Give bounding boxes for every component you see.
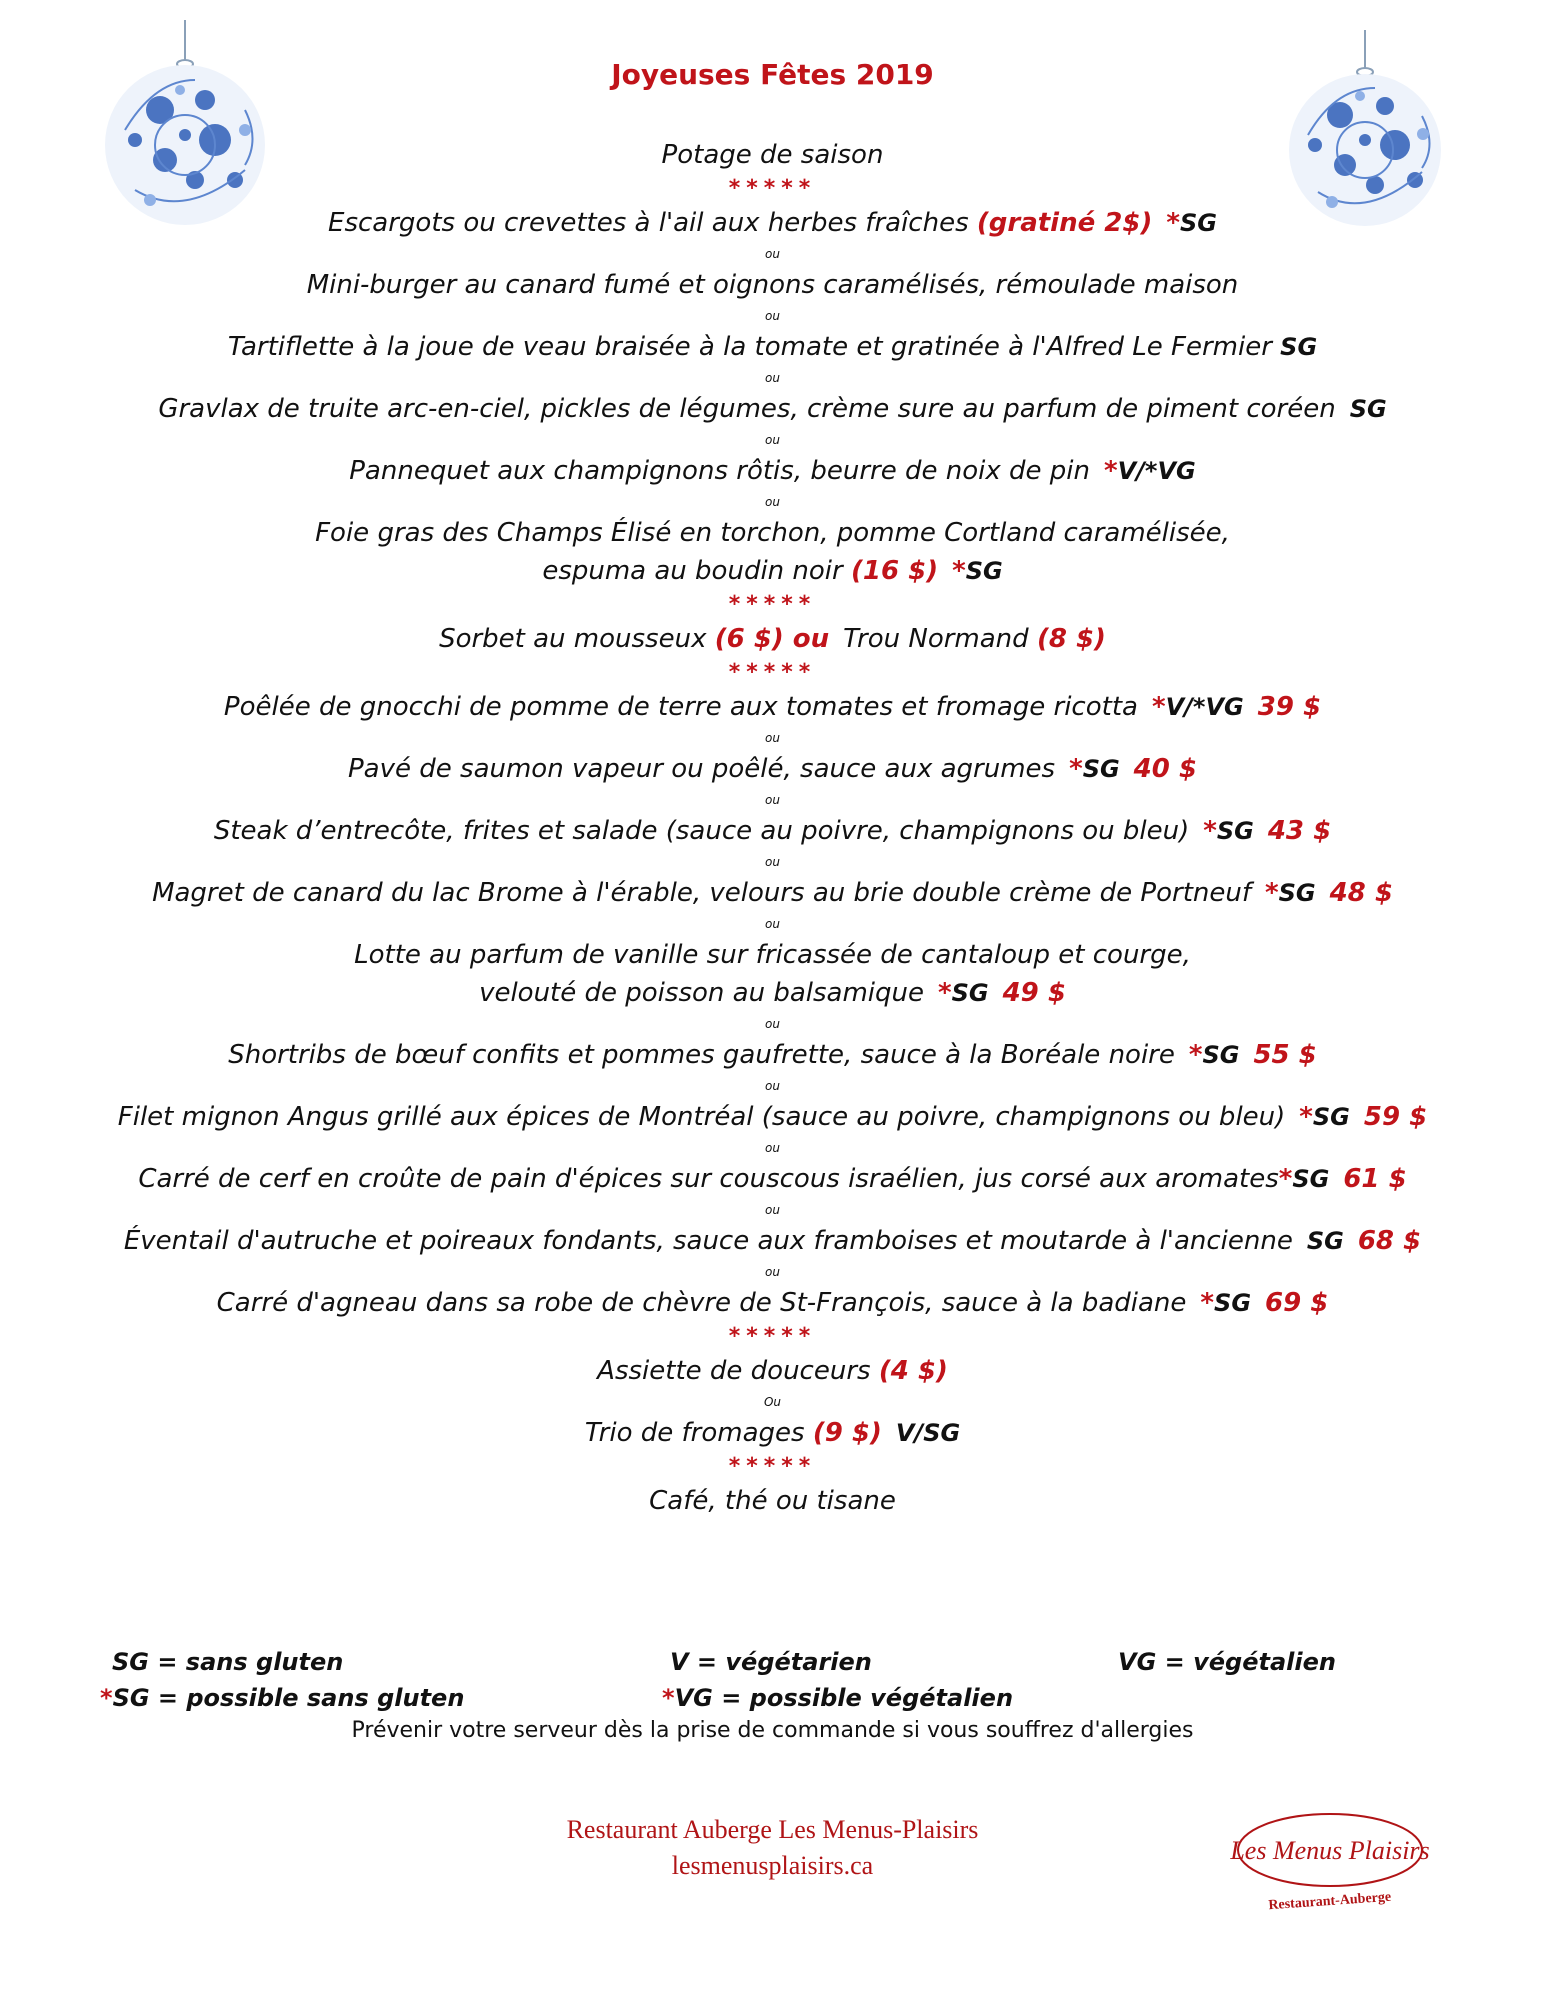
entree-item: Escargots ou crevettes à l'ail aux herbes fraîches (gratiné 2$) *SG: [328, 208, 1217, 238]
or-separator: ou: [765, 917, 780, 931]
menu-body: [100, 136, 1445, 1520]
main-item-continued: velouté de poisson au balsamique *SG 49 $: [479, 978, 1066, 1008]
or-separator: ou: [765, 1141, 780, 1155]
or-separator: ou: [765, 1079, 780, 1093]
or-separator: ou: [765, 1017, 780, 1031]
allergy-note: Prévenir votre serveur dès la prise de commande si vous souffrez d'allergies: [351, 1718, 1194, 1743]
or-separator: ou: [765, 793, 780, 807]
legend-possible-sg: *SG = possible sans gluten: [100, 1684, 465, 1712]
legend-possible-vg: *VG = possible végétalien: [662, 1684, 1014, 1712]
legend-v: V = végétarien: [670, 1648, 872, 1676]
main-item: Magret de canard du lac Brome à l'érable, velours au brie double crème de Portneuf *SG 48 $: [152, 878, 1393, 908]
main-item: Pavé de saumon vapeur ou poêlé, sauce aux agrumes *SG 40 $: [348, 754, 1197, 784]
section-divider: *****: [728, 660, 817, 685]
or-separator: ou: [765, 855, 780, 869]
main-item: Éventail d'autruche et poireaux fondants, sauce aux framboises et moutarde à l'ancienne SG 68 $: [123, 1226, 1422, 1256]
soup-item: Potage de saison: [661, 140, 884, 170]
main-item: Carré d'agneau dans sa robe de chèvre de St-François, sauce à la badiane *SG 69 $: [216, 1288, 1329, 1318]
main-item: Filet mignon Angus grillé aux épices de Montréal (sauce au poivre, champignons ou bleu) *SG 59 $: [117, 1102, 1428, 1132]
entree-item: Tartiflette à la joue de veau braisée à la tomate et gratinée à l'Alfred Le Fermier SG: [227, 332, 1318, 362]
or-separator: ou: [765, 1265, 780, 1279]
entree-item: Foie gras des Champs Élisé en torchon, pomme Cortland caramélisée,: [315, 518, 1230, 548]
or-separator: Ou: [763, 1395, 782, 1409]
or-separator: ou: [765, 433, 780, 447]
legend-sg: SG = sans gluten: [112, 1648, 344, 1676]
dessert-item: Trio de fromages (9 $) V/SG: [584, 1418, 961, 1448]
section-divider: *****: [728, 1454, 817, 1479]
or-separator: ou: [765, 309, 780, 323]
restaurant-name: Restaurant Auberge Les Menus-Plaisirs: [566, 1815, 979, 1844]
section-divider: *****: [728, 1324, 817, 1349]
or-separator: ou: [765, 495, 780, 509]
main-item: Lotte au parfum de vanille sur fricassée de cantaloup et courge,: [354, 940, 1191, 970]
main-item: Shortribs de bœuf confits et pommes gaufrette, sauce à la Boréale noire *SG 55 $: [228, 1040, 1317, 1070]
logo-subtitle: Restaurant-Auberge: [1267, 1889, 1392, 1914]
logo-name: Les Menus Plaisirs: [1230, 1836, 1430, 1865]
section-divider: *****: [728, 176, 817, 201]
coffee-item: Café, thé ou tisane: [649, 1486, 896, 1516]
entree-item: Gravlax de truite arc-en-ciel, pickles de légumes, crème sure au parfum de piment coréen SG: [158, 394, 1387, 424]
dessert-item: Assiette de douceurs (4 $): [597, 1356, 948, 1386]
entree-item-continued: espuma au boudin noir (16 $) *SG: [542, 556, 1003, 586]
entree-item: Pannequet aux champignons rôtis, beurre de noix de pin *V/*VG: [349, 456, 1196, 486]
or-separator: ou: [765, 371, 780, 385]
legend-vg: VG = végétalien: [1118, 1648, 1336, 1676]
page-title: Joyeuses Fêtes 2019: [611, 58, 934, 91]
or-separator: ou: [765, 1203, 780, 1217]
sorbet-item: Sorbet au mousseux (6 $) ou Trou Normand (8 $): [439, 624, 1106, 654]
or-separator: ou: [765, 247, 780, 261]
restaurant-logo: [1230, 1795, 1430, 1915]
or-separator: ou: [765, 731, 780, 745]
main-item: Steak d’entrecôte, frites et salade (sauce au poivre, champignons ou bleu) *SG 43 $: [213, 816, 1332, 846]
website-link[interactable]: lesmenusplaisirs.ca: [671, 1851, 874, 1880]
main-item: Poêlée de gnocchi de pomme de terre aux tomates et fromage ricotta *V/*VG 39 $: [223, 692, 1322, 722]
main-item: Carré de cerf en croûte de pain d'épices sur couscous israélien, jus corsé aux aromates*SG 61 $: [138, 1164, 1407, 1194]
entree-item: Mini-burger au canard fumé et oignons caramélisés, rémoulade maison: [306, 270, 1239, 300]
section-divider: *****: [728, 592, 817, 617]
